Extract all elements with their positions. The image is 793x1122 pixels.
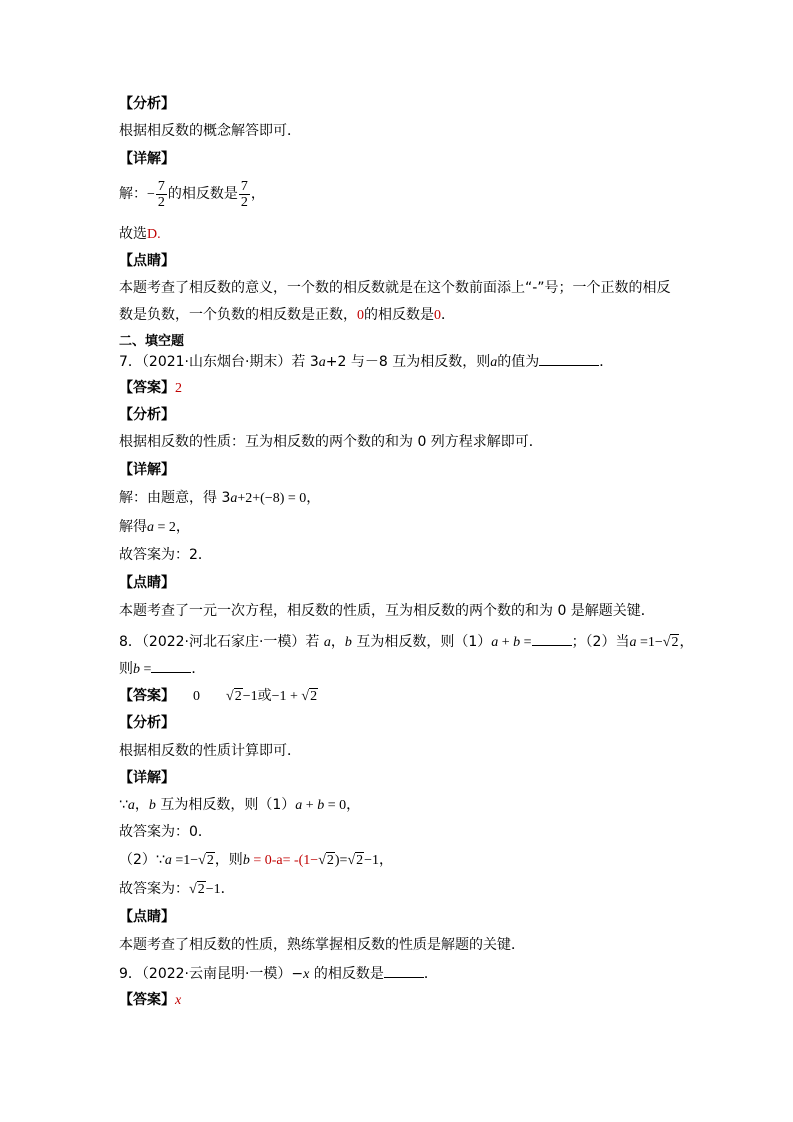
section-detail: 【详解】	[119, 151, 175, 167]
q8-detail-line1: ∵a，b 互为相反数，则（1）a + b = 0，	[119, 797, 361, 813]
q7-comment: 本题考查了一元一次方程，相反数的性质，互为相反数的两个数的和为 0 是解题关键．	[119, 603, 655, 619]
q8-analysis-text: 根据相反数的性质计算即可．	[119, 743, 301, 759]
section-detail: 【详解】	[119, 462, 175, 478]
q7-detail-line3: 故答案为：2．	[119, 547, 212, 563]
q9-answer: 【答案】x	[119, 992, 182, 1008]
q6-analysis-text: 根据相反数的概念解答即可．	[119, 123, 301, 139]
q7-answer: 【答案】2	[119, 380, 182, 396]
q6-comment-line1: 本题考查了相反数的意义，一个数的相反数就是在这个数前面添上“-”号；一个正数的相反	[119, 280, 671, 296]
section-detail: 【详解】	[119, 770, 175, 786]
sqrt-2: √2	[662, 635, 679, 650]
q6-detail-line: 解：− $\frac{7}{2}$ 的相反数是 $\frac{7}{2}$ ，	[119, 178, 265, 210]
section-fill-blank-heading: 二、填空题	[119, 334, 185, 349]
sqrt-2: √2	[189, 882, 205, 897]
q8-detail-line4: 故答案为：√2−1．	[119, 881, 235, 897]
q8-comment: 本题考查了相反数的性质，熟练掌握相反数的性质是解题的关键．	[119, 937, 525, 953]
fraction-7-2-result: $\frac{7}{2}$	[240, 178, 248, 210]
sqrt-2: √2	[226, 689, 242, 704]
q7-detail-line1: 解：由题意，得 3a+2+(−8) = 0，	[119, 490, 321, 506]
sqrt-2: √2	[198, 853, 214, 868]
q6-choice: 故选D.	[119, 226, 161, 242]
q8-detail-line2: 故答案为：0．	[119, 824, 212, 840]
q8-detail-line3: （2）∵a =1−√2，则b = 0-a= -(1−√2)=√2−1，	[119, 852, 394, 868]
q8-stem-line2: 则b = ．	[119, 658, 205, 680]
answer-blank-2	[151, 658, 191, 673]
sqrt-2: √2	[318, 853, 334, 868]
q8-answer: 【答案】 0 √2−1或−1 + √2	[119, 688, 318, 704]
section-analysis: 【分析】	[119, 96, 175, 112]
q8-stem-line1: 8．（2022·河北石家庄·一模）若 a，b 互为相反数，则（1）a + b = ；（2）当a =1−√2，	[119, 631, 693, 653]
q7-stem: 7．（2021·山东烟台·期末）若 3a+2 与－8 互为相反数，则a的值为 ．	[119, 351, 613, 373]
answer-blank	[539, 351, 599, 366]
section-comment: 【点睛】	[119, 909, 175, 925]
section-comment: 【点睛】	[119, 253, 175, 269]
sqrt-2: √2	[301, 689, 318, 704]
q7-analysis-text: 根据相反数的性质：互为相反数的两个数的和为 0 列方程求解即可．	[119, 434, 543, 450]
q7-detail-line2: 解得a = 2，	[119, 519, 190, 535]
section-analysis: 【分析】	[119, 407, 175, 423]
section-comment: 【点睛】	[119, 575, 175, 591]
q6-comment-line2: 数是负数，一个负数的相反数是正数，0的相反数是0．	[119, 307, 455, 323]
q9-stem: 9．（2022·云南昆明·一模）−x 的相反数是 ．	[119, 963, 438, 985]
fraction-7-2: $\frac{7}{2}$	[157, 178, 165, 210]
answer-blank	[384, 963, 424, 978]
answer-blank-1	[532, 631, 572, 646]
sqrt-2: √2	[347, 853, 364, 868]
section-analysis: 【分析】	[119, 715, 175, 731]
